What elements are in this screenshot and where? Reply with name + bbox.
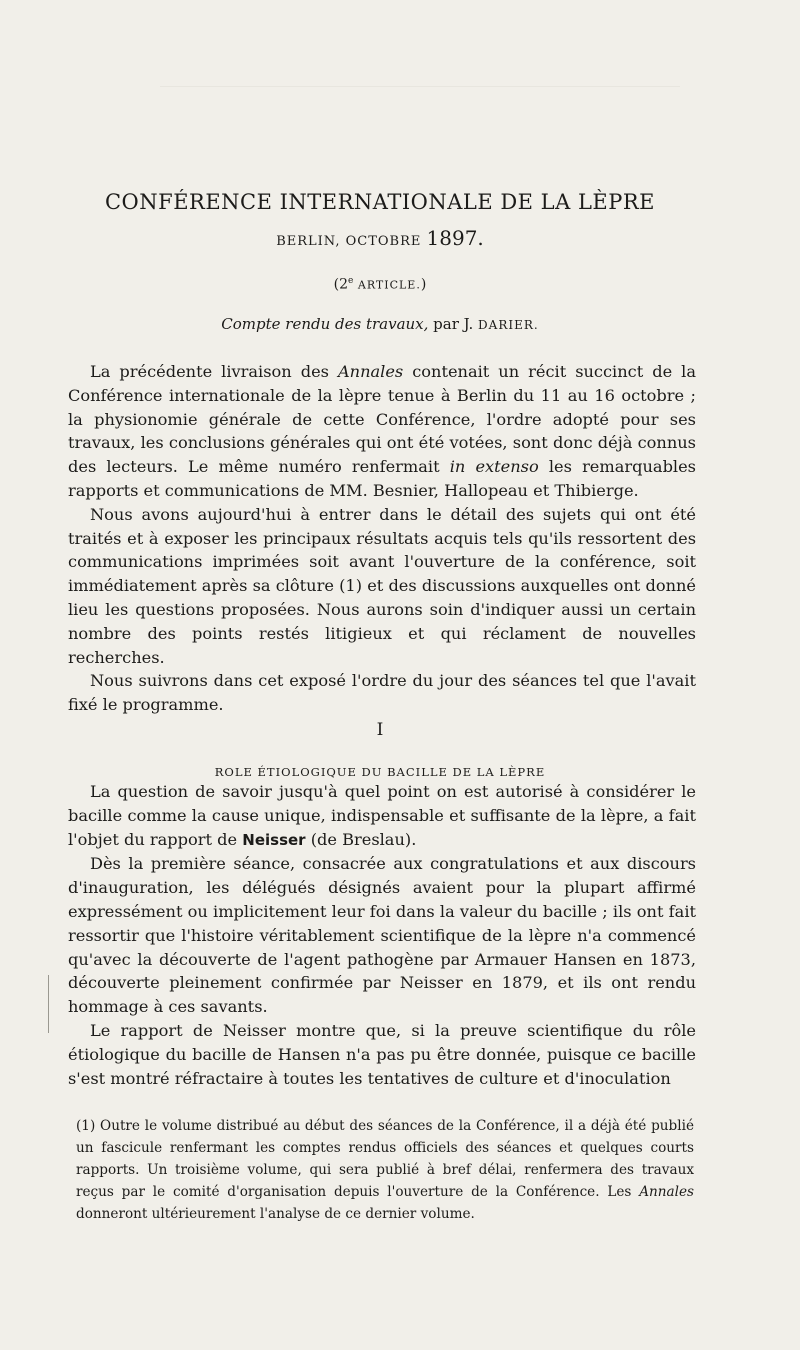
byline-par: par J.	[428, 315, 479, 333]
section-p1-neisser: Neisser	[242, 830, 306, 849]
byline-author: DARIER.	[478, 318, 539, 332]
section-paragraph-1	[68, 780, 696, 852]
intro-p1-b: contenait un récit succinct de la Conférence internationale de la lèpre tenue à Berlin du 11 au 16 octobre ; la physionomie générale de cette Conférence, l'ordre adopté pour ses travaux, les conclusions générales qui ont été votées, sont donc déjà connus des lecteurs. Le même numéro renfermait	[68, 362, 696, 477]
article-number	[0, 276, 760, 293]
article-subtitle	[0, 226, 760, 250]
article-close: )	[420, 276, 427, 293]
intro-p1-c: les remarquables rapports et communications de MM. Besnier, Hallopeau et Thibierge.	[68, 457, 696, 500]
article-title: CONFÉRENCE INTERNATIONALE DE LA LÈPRE	[104, 190, 656, 214]
footnote	[76, 1115, 694, 1225]
section-title: ROLE ÉTIOLOGIQUE DU BACILLE DE LA LÈPRE	[214, 765, 546, 779]
intro-text	[68, 360, 696, 717]
footnote-b: donneront ultérieurement l'analyse de ce dernier volume.	[76, 1206, 475, 1222]
section-paragraph-2: Dès la première séance, consacrée aux congratulations et aux discours d'inauguration, les délégués désignés avaient pour la plupart affirmé expressément ou implicitement leur foi dans la valeur du bacille ; ils ont fait ressortir que l'histoire véritablement scientifique de la lèpre n'a commencé qu'avec la découverte de l'agent pathogène par Armauer Hansen en 1873, découverte pleinement confirmée par Neisser en 1879, et ils ont rendu hommage à ces savants.	[68, 854, 696, 1017]
byline	[0, 315, 760, 333]
intro-p1-extenso: in extenso	[449, 457, 539, 477]
section-text	[68, 780, 696, 1090]
intro-paragraph-1	[68, 360, 696, 503]
show-through-running-head	[160, 86, 680, 101]
article-open: (2	[333, 276, 349, 293]
intro-p1-annales: Annales	[337, 362, 404, 381]
article-sup: e	[348, 276, 354, 286]
article-word: ARTICLE.	[353, 278, 421, 292]
section-p1-b: (de Breslau).	[305, 829, 417, 849]
footnote-a: (1) Outre le volume distribué au début des séances de la Conférence, il a déjà été publié un fascicule renfermant les comptes rendus officiels des séances et quelques courts rapports. Un troisième volume, qui sera publié à bref délai, renfermera des travaux reçus par le comité d'organisation depuis l'ouverture de la Conférence. Les	[76, 1118, 694, 1200]
margin-mark	[48, 975, 49, 1033]
subtitle-year: 1897.	[426, 226, 484, 250]
intro-paragraph-2: Nous avons aujourd'hui à entrer dans le détail des sujets qui ont été traités et à exposer les principaux résultats acquis tels qu'ils ressortent des communications imprimées soit avant l'ouverture de la conférence, soit immédiatement après sa clôture (1) et des discussions auxquelles ont donné lieu les questions proposées. Nous aurons soin d'indiquer aussi un certain nombre des points restés litigieux et qui réclament de nouvelles recherches.	[68, 504, 696, 667]
footnote-annales: Annales	[639, 1184, 694, 1200]
section-p1-a: La question de savoir jusqu'à quel point on est autorisé à considérer le bacille comme la cause unique, indispensable et suffisante de la lèpre, a fait l'objet du rapport de	[68, 782, 696, 849]
intro-p1-a: La précédente livraison des	[90, 362, 338, 381]
section-paragraph-3: Le rapport de Neisser montre que, si la preuve scientifique du rôle étiologique du bacille de Hansen n'a pas pu être donnée, puisque ce bacille s'est montré réfractaire à toutes les tentatives de culture et d'inoculation	[68, 1020, 696, 1088]
intro-paragraph-3: Nous suivrons dans cet exposé l'ordre du jour des séances tel que l'avait fixé le programme.	[68, 671, 696, 715]
byline-italic: Compte rendu des travaux,	[221, 315, 429, 333]
subtitle-place-month: BERLIN, OCTOBRE	[276, 234, 427, 249]
section-number: I	[376, 720, 384, 740]
footnote-paragraph	[76, 1115, 694, 1225]
